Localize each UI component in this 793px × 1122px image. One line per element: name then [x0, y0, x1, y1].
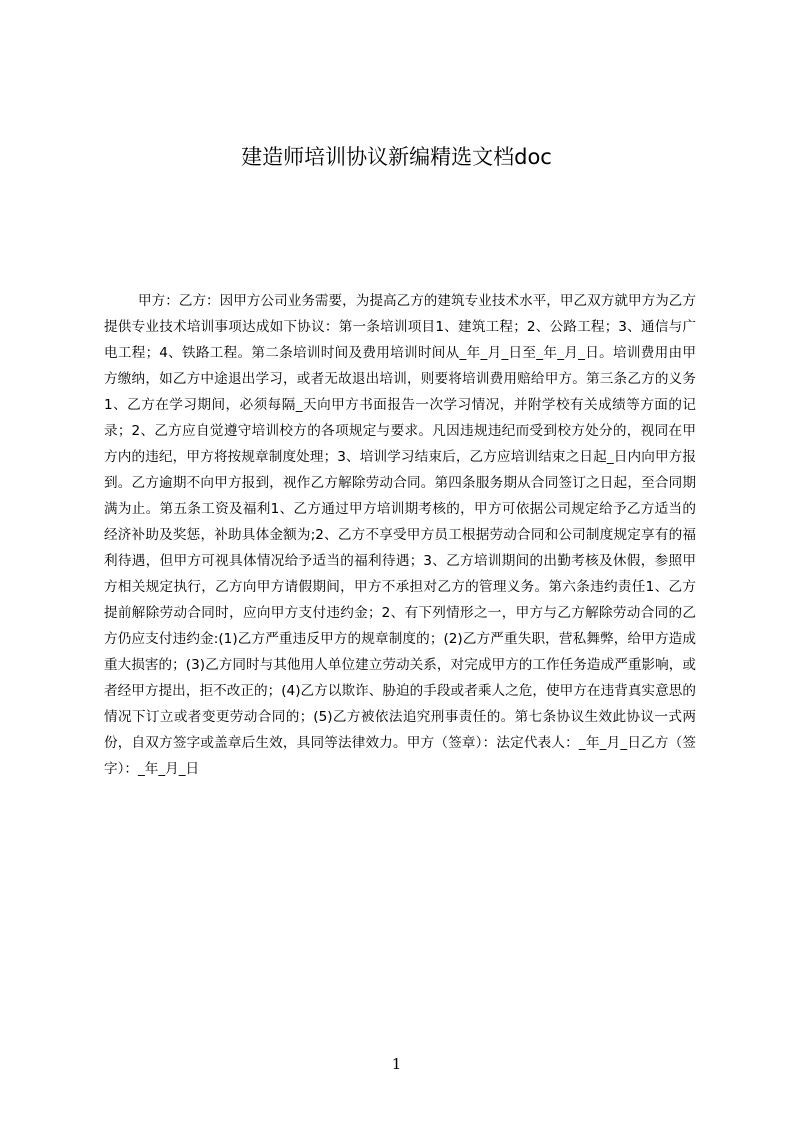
document-body-paragraph: 甲方：乙方：因甲方公司业务需要，为提高乙方的建筑专业技术水平，甲乙双方就甲方为乙方提供专业技术培训事项达成如下协议：第一条培训项目1、建筑工程；2、公路工程；3、通信与广电工程；4、铁路工程。第二条培训时间及费用培训时间从_年_月_日至_年_月_日。培训费用由甲方缴纳，如乙方中途退出学习，或者无故退出培训，则要将培训费用赔给甲方。第三条乙方的义务1、乙方在学习期间，必须每隔_天向甲方书面报告一次学习情况，并附学校有关成绩等方面的记录；2、乙方应自觉遵守培训校方的各项规定与要求。凡因违规违纪而受到校方处分的，视同在甲方内的违纪，甲方将按规章制度处理；3、培训学习结束后，乙方应培训结束之日起_日内向甲方报到。乙方逾期不向甲方报到，视作乙方解除劳动合同。第四条服务期从合同签订之日起，至合同期满为止。第五条工资及福利1、乙方通过甲方培训期考核的，甲方可依据公司规定给予乙方适当的经济补助及奖惩，补助具体金额为;2、乙方不享受甲方员工根据劳动合同和公司制度规定享有的福利待遇，但甲方可视具体情况给予适当的福利待遇；3、乙方培训期间的出勤考核及休假，参照甲方相关规定执行，乙方向甲方请假期间，甲方不承担对乙方的管理义务。第六条违约责任1、乙方提前解除劳动合同时，应向甲方支付违约金；2、有下列情形之一，甲方与乙方解除劳动合同的乙方仍应支付违约金:(1)乙方严重违反甲方的规章制度的；(2)乙方严重失职，营私舞弊，给甲方造成重大损害的；(3)乙方同时与其他用人单位建立劳动关系，对完成甲方的工作任务造成严重影响，或者经甲方提出，拒不改正的；(4)乙方以欺诈、胁迫的手段或者乘人之危，使甲方在违背真实意思的情况下订立或者变更劳动合同的；(5)乙方被依法追究刑事责任的。第七条协议生效此协议一式两份，自双方签字或盖章后生效，具同等法律效力。甲方（签章）：法定代表人：_年_月_日乙方（签字）：_年_月_日: [104, 293, 696, 777]
page-number: 1: [391, 1055, 402, 1073]
document-title: 建造师培训协议新编精选文档doc: [241, 145, 552, 169]
